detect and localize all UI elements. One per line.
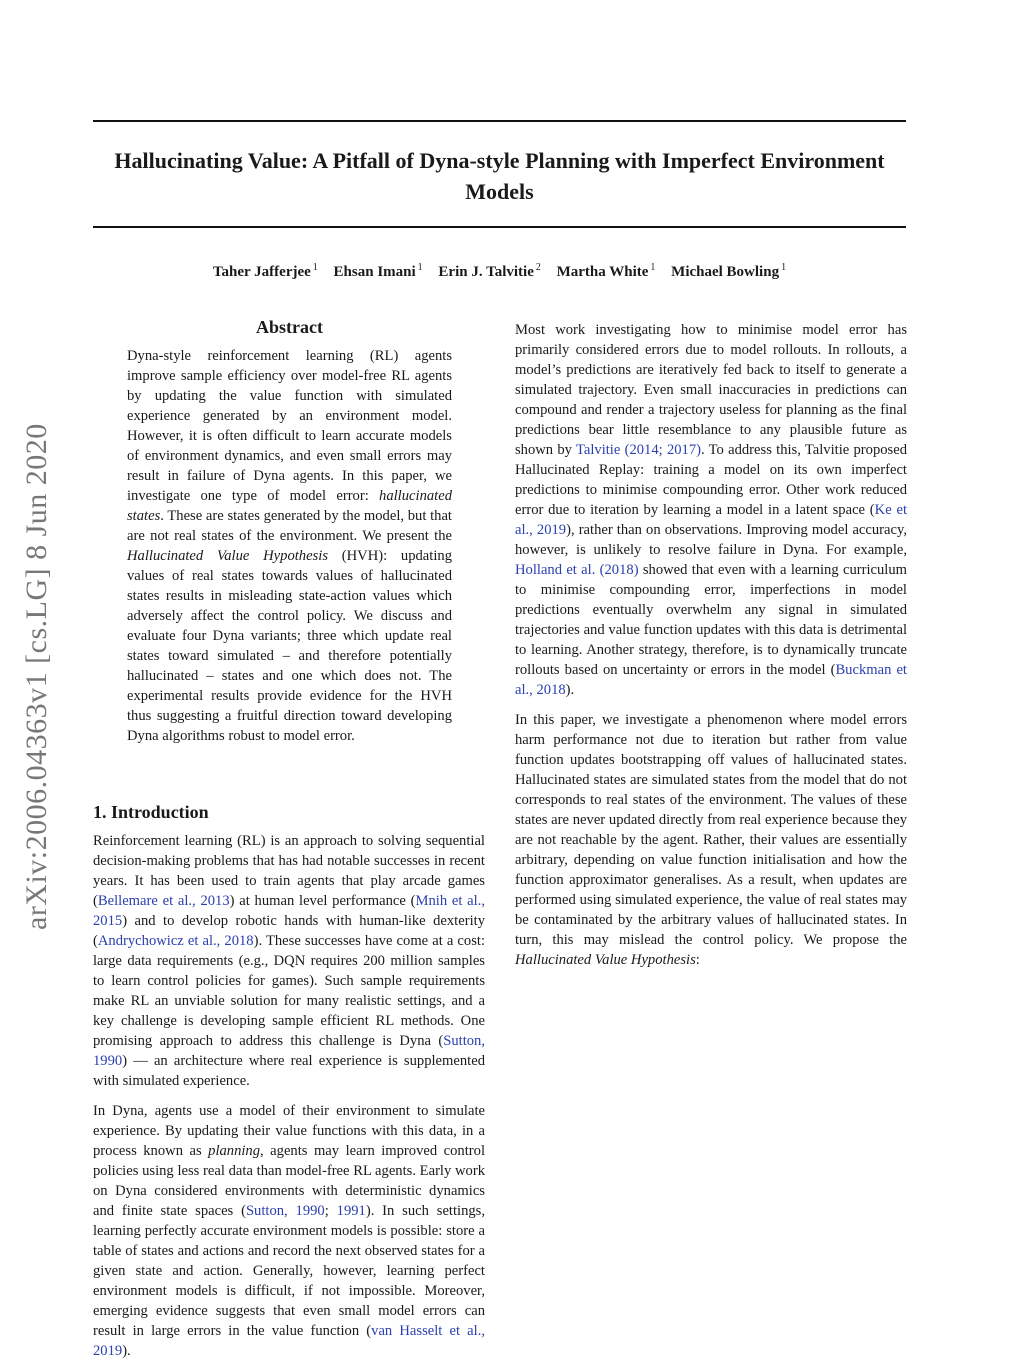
- author: [671, 264, 786, 280]
- paper-title: Hallucinating Value: A Pitfall of Dyna-style Planning with Imperfect Environment Models: [114, 148, 885, 204]
- abstract-body: Dyna-style reinforcement learning (RL) agents improve sample efficiency over model-free RL agents by updating the value function with simulated experience generated by an environment model. However, it is often difficult to learn accurate models of environment dynamics, and even small errors may result in failure of Dyna agents. In this paper, we investigate one type of model error: hallucinated states. These are states generated by the model, but that are not real states of the environment. We present the Hallucinated Value Hypothesis (HVH): updating values of real states towards values of hallucinated states results in misleading state-action values which adversely affect the control policy. We discuss and evaluate four Dyna variants; three which update real states toward simulated – and therefore potentially hallucinated – states and one which does not. The experimental results provide evidence for the HVH thus suggesting a fruitful direction toward developing Dyna algorithms robust to model error.: [127, 348, 452, 744]
- title-rule-bottom: [93, 226, 906, 228]
- author-name: Erin J. Talvitie: [438, 264, 534, 280]
- author-affiliation: 2: [535, 262, 541, 273]
- author-name: Taher Jafferjee: [212, 264, 311, 280]
- author-name: Martha White: [556, 264, 649, 280]
- citation-link[interactable]: Bellemare et al., 2013: [97, 893, 230, 909]
- abstract-heading: Abstract: [256, 317, 323, 337]
- citation-link[interactable]: Sutton, 1990: [93, 1033, 485, 1069]
- author-list: [93, 262, 906, 281]
- author-affiliation: 1: [417, 262, 423, 273]
- arxiv-stamp: arXiv:2006.04363v1 [cs.LG] 8 Jun 2020: [20, 423, 53, 930]
- citation-link[interactable]: van Hasselt et al., 2019: [93, 1323, 485, 1359]
- left-column: [93, 831, 485, 1371]
- intro-paragraph-3: Most work investigating how to minimise model error has primarily considered errors due to model rollouts. In rollouts, a model’s predictions are iteratively fed back to itself to generate a simulated trajectory. Even small inaccuracies in predictions can compound and render a trajectory useless for planning as the final predictions bear little resemblance to any plausible future as shown by Talvitie (2014; 2017). To address this, Talvitie proposed Hallucinated Replay: training a model on its own imperfect predictions to minimise compounding error. Other work reduced error due to iteration by learning a model in a latent space (Ke et al., 2019), rather than on observations. Improving model accuracy, however, is unlikely to resolve failure in Dyna. For example, Holland et al. (2018) showed that even with a learning curriculum to minimise compounding error, imperfections in model predictions eventually overwhelm any signal in simulated trajectories and value function updates with this data is detrimental to learning. Another strategy, therefore, is to dynamically truncate rollouts based on uncertainty or errors in the model (Buckman et al., 2018).: [515, 322, 908, 698]
- citation-link[interactable]: Ke et al., 2019: [515, 502, 908, 538]
- intro-paragraph-4: In this paper, we investigate a phenomenon where model errors harm performance not due to iteration but rather from value function updates bootstrapping off values of hallucinated states. Hallucinated states are simulated states from the model that do not corresponds to real states of the environment. The values of these states are never updated directly from real experience because they are not reachable by the agent. Rather, their values are essentially arbitrary, depending on value function initialisation and how the function approximator generalises. As a result, when updates are performed using simulated experience, the value of real states may be contaminated by the arbitrary values of hallucinated states. In turn, this may mislead the control policy. We propose the Hallucinated Value Hypothesis:: [515, 712, 907, 968]
- citation-link[interactable]: 1991: [336, 1203, 366, 1219]
- right-column: [515, 320, 907, 980]
- section-heading-introduction: 1. Introduction: [93, 802, 209, 822]
- author: [557, 264, 656, 280]
- author-affiliation: 1: [312, 262, 318, 273]
- intro-paragraph-1: Reinforcement learning (RL) is an approach to solving sequential decision-making problems that has had notable successes in recent years. It has been used to train agents that play arcade games (Bellemare et al., 2013) at human level performance (Mnih et al., 2015) and to develop robotic hands with human-like dexterity (Andrychowicz et al., 2018). These successes have come at a cost: large data requirements (e.g., DQN requires 200 million samples to learn control policies for games). Such sample requirements make RL an unviable solution for many realistic settings, and a key challenge is developing sample efficient RL methods. One promising approach to address this challenge is Dyna (Sutton, 1990) — an architecture where real experience is supplemented with simulated experience.: [93, 833, 485, 1089]
- author-affiliation: 1: [650, 262, 656, 273]
- citation-link[interactable]: Mnih et al., 2015: [93, 893, 485, 929]
- citation-link[interactable]: Andrychowicz et al., 2018: [97, 933, 254, 949]
- author-name: Ehsan Imani: [333, 264, 416, 280]
- author: [213, 264, 318, 280]
- citation-link[interactable]: Holland et al. (2018): [515, 562, 639, 578]
- author: [438, 264, 540, 280]
- citation-link[interactable]: Talvitie (2014; 2017): [575, 442, 702, 458]
- author: [334, 264, 423, 280]
- citation-link[interactable]: Sutton, 1990: [245, 1203, 325, 1219]
- citation-link[interactable]: Buckman et al., 2018: [515, 662, 907, 698]
- title-rule-top: [93, 120, 906, 122]
- author-name: Michael Bowling: [671, 264, 780, 280]
- intro-paragraph-2-start: In Dyna, agents use a model of their environment to simulate experience. By updating their value functions with this data, in a process known as planning, agents may learn improved control policies using less real data than model-free RL agents. Early work on Dyna considered environments with deterministic dynamics and finite state spaces (Sutton, 1990; 1991). In such settings, learning perfectly accurate environment models is possible: store a table of states and actions and record the next observed states for a given state and action. Generally, however, learning perfect environment models is difficult, if not impossible. Moreover, emerging evidence suggests that even small model errors can result in large errors in the value function (van Hasselt et al., 2019).: [93, 1103, 486, 1359]
- author-affiliation: 1: [781, 262, 787, 273]
